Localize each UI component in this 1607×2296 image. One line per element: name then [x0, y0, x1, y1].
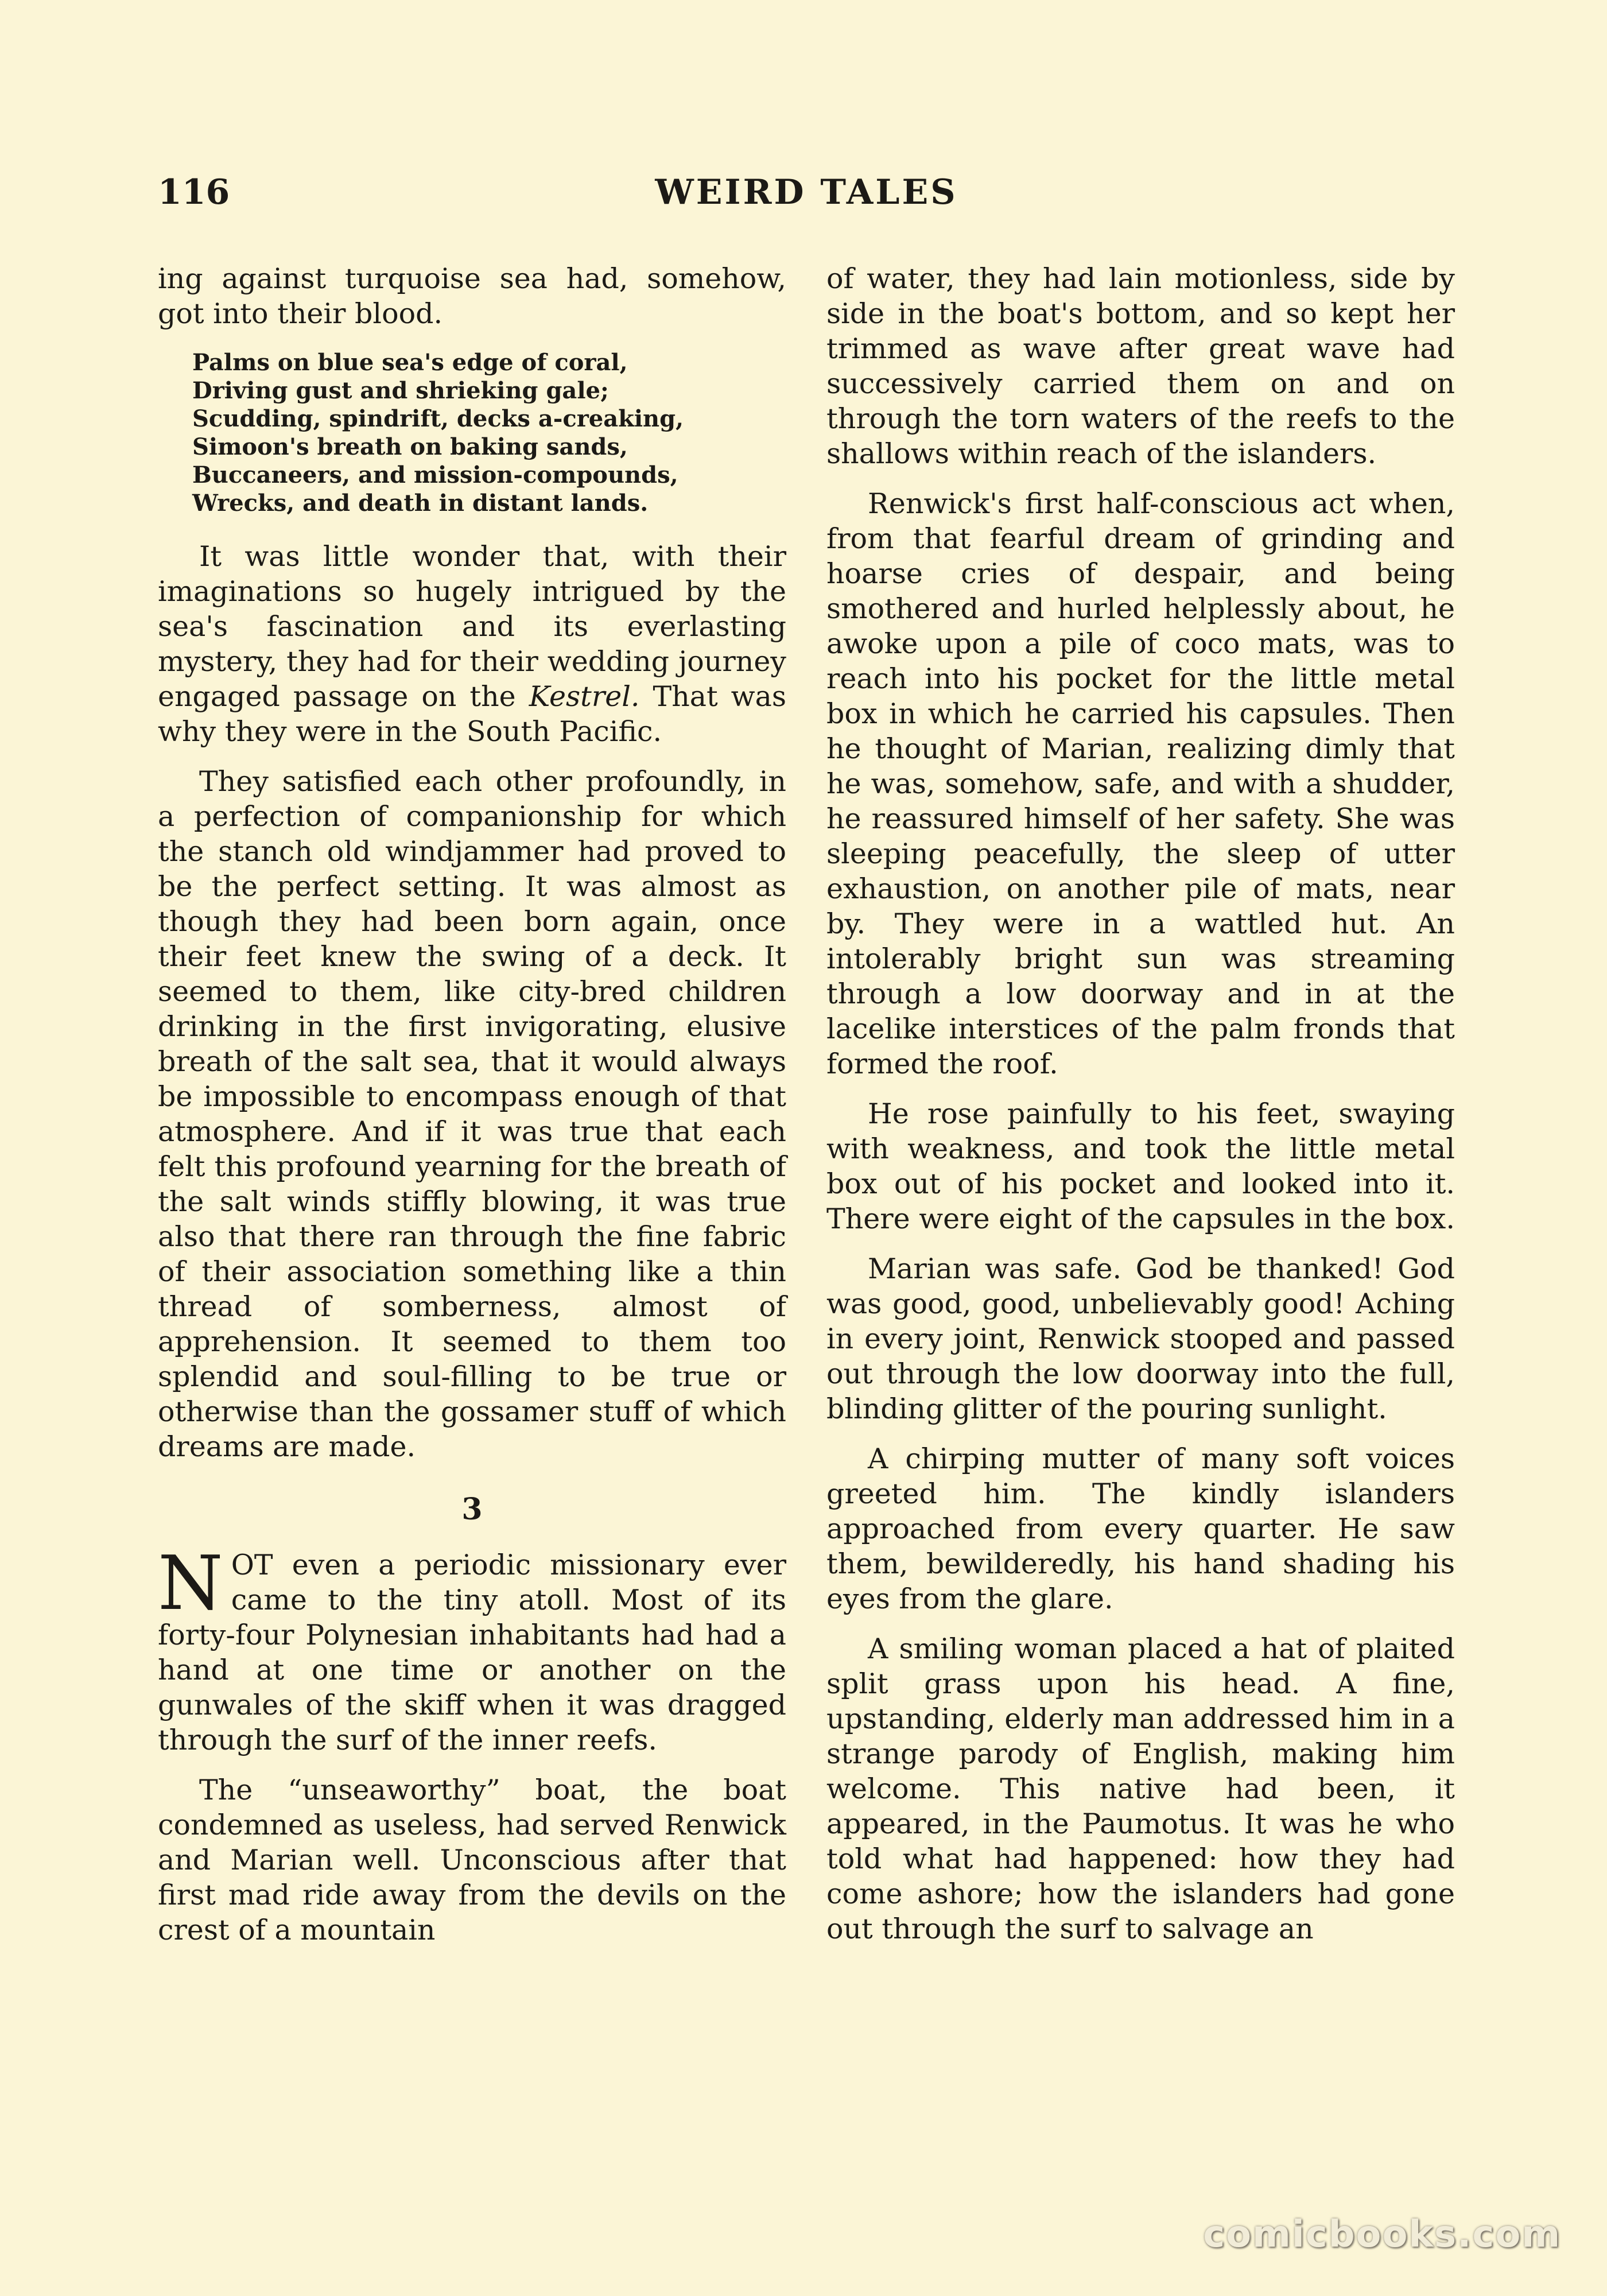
paragraph: A chirping mutter of many soft voices greeted him. The kindly islanders approached from every quarter. He saw them, bewilderedly, his hand shading his eyes from the glare. — [826, 1442, 1455, 1615]
drop-cap: N — [158, 1539, 223, 1627]
verse-line: Simoon's breath on baking sands, — [192, 433, 628, 460]
paragraph: Marian was safe. God be thanked! God was good, good, unbelievably good! Aching in every joint, Renwick stooped and passed out through the low doorway into the full, blinding glitter of the pouring sunlight. — [826, 1252, 1455, 1425]
paragraph — [158, 539, 786, 749]
running-head: WEIRD TALES — [655, 172, 958, 212]
paragraph: ing against turquoise sea had, somehow, got into their blood. — [158, 262, 786, 330]
paragraph-text: That was why they were in the South Pacific. — [158, 680, 786, 748]
paragraph: He rose painfully to his feet, swaying with weakness, and took the little metal box out of his pocket and looked into it. There were eight of the capsules in the box. — [826, 1097, 1455, 1235]
page-number: 116 — [158, 172, 230, 212]
paragraph — [158, 1539, 786, 1758]
section-number: 3 — [461, 1492, 483, 1527]
right-column — [826, 261, 1455, 1946]
verse-line: Wrecks, and death in distant lands. — [192, 490, 649, 517]
watermark: comicbooks.com — [1203, 2213, 1561, 2256]
paragraph: The “unseaworthy” boat, the boat condemned as useless, had served Renwick and Marian well. Unconscious after that first mad ride away from the devils on the crest of a mountain — [158, 1774, 786, 1946]
paragraph: They satisfied each other profoundly, in a perfection of companionship for which the stanch old windjammer had proved to be the perfect setting. It was almost as though they had been born again, once their feet knew the swing of a deck. It seemed to them, like city-bred children drinking in the first invigorating, elusive breath of the salt sea, that it would always be impossible to encompass enough of that atmosphere. And if it was true that each felt this profound yearning for the breath of the salt winds stiffly blowing, it was true also that there ran through the fine fabric of their association something like a thin thread of somberness, almost of apprehension. It seemed to them too splendid and soul-filling to be true or otherwise than the gossamer stuff of which dreams are made. — [158, 765, 786, 1463]
verse-line: Driving gust and shrieking gale; — [192, 377, 609, 404]
verse-line: Buccaneers, and mission-compounds, — [192, 461, 678, 488]
ship-name: Kestrel. — [529, 680, 640, 713]
paragraph-text: OT even a periodic missionary ever came to the tiny atoll. Most of its forty-four Polynesian inhabitants had had a hand at one time or another on the gunwales of the skiff when it was dragged through the surf of the inner reefs. — [158, 1549, 786, 1756]
page-header — [158, 172, 1455, 224]
paragraph: of water, they had lain motionless, side by side in the boat's bottom, and so kept her trimmed as wave after great wave had successively carried them on and on through the torn waters of the reefs to the shallows within reach of the islanders. — [826, 262, 1455, 470]
verse-line: Scudding, spindrift, decks a-creaking, — [192, 405, 684, 432]
paragraph-text: It was little wonder that, with their imaginations so hugely intrigued by the sea's fascination and its everlasting mystery, they had for their wedding journey engaged passage on the — [158, 540, 786, 713]
paragraph: A smiling woman placed a hat of plaited split grass upon his head. A fine, upstanding, elderly man addressed him in a strange parody of English, making him welcome. This native had been, it appeared, in the Paumotus. It was he who told what had happened: how they had come ashore; how the islanders had gone out through the surf to salvage an — [826, 1632, 1455, 1945]
paragraph: Renwick's first half-conscious act when, from that fearful dream of grinding and hoarse cries of despair, and being smothered and hurled helplessly about, he awoke upon a pile of coco mats, was to reach into his pocket for the little metal box in which he carried his capsules. Then he thought of Marian, realizing dimly that he was, somehow, safe, and with a shudder, he reassured himself of her safety. She was sleeping peacefully, the sleep of utter exhaustion, on another pile of mats, near by. They were in a wattled hut. An intolerably bright sun was streaming through a low doorway and in at the lacelike interstices of the palm fronds that formed the roof. — [826, 487, 1455, 1080]
verse-line: Palms on blue sea's edge of coral, — [192, 349, 628, 376]
verse — [192, 348, 786, 517]
left-column — [158, 261, 786, 1948]
